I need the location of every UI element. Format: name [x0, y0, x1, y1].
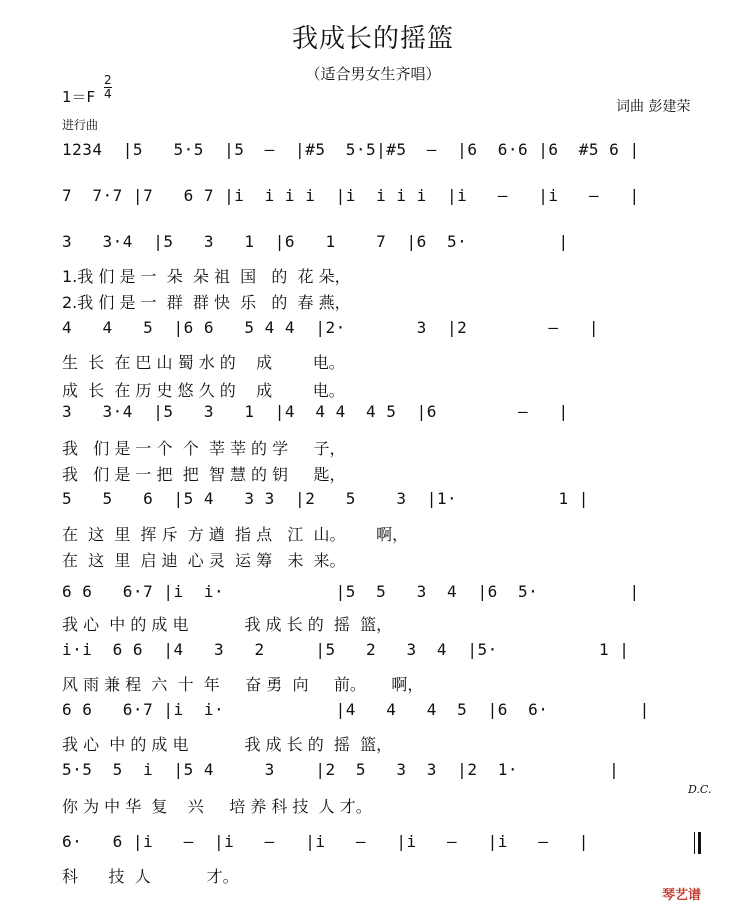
notation-row: 3 3·4 |5 3 1 |4 4 4 4 5 |6 – | — [62, 402, 569, 421]
time-signature-bottom: 4 — [104, 87, 112, 101]
lyric-line: 在 这 里 挥 斥 方 遒 指 点 江 山。 啊， — [62, 525, 409, 544]
final-barline — [694, 832, 695, 854]
time-signature — [104, 74, 112, 101]
composer-credit: 词曲 彭建荣 — [616, 99, 691, 115]
dc-mark: D.C. — [688, 783, 712, 796]
notation-row: i·i 6 6 |4 3 2 |5 2 3 4 |5· 1 | — [62, 640, 630, 659]
lyric-line: 我 们 是 一 个 个 莘 莘 的 学 子， — [62, 439, 346, 458]
time-signature-top: 2 — [104, 73, 112, 87]
subtitle: （适合男女生齐唱） — [305, 65, 441, 83]
lyric-line: 2.我 们 是 一 群 群 快 乐 的 春 燕， — [62, 293, 351, 312]
notation-row: 4 4 5 |6 6 5 4 4 |2· 3 |2 – | — [62, 318, 600, 337]
lyric-line: 在 这 里 启 迪 心 灵 运 筹 未 来。 — [62, 551, 346, 570]
lyric-line: 风 雨 兼 程 六 十 年 奋 勇 向 前。 啊， — [62, 675, 424, 694]
tempo-mark: 进行曲 — [62, 118, 99, 132]
lyric-line: 我 们 是 一 把 把 智 慧 的 钥 匙， — [62, 465, 346, 484]
notation-row: 6 6 6·7 |i i· |5 5 3 4 |6 5· | — [62, 582, 640, 601]
notation-row: 3 3·4 |5 3 1 |6 1 7 |6 5· | — [62, 232, 569, 251]
lyric-line: 科 技 人 才。 — [62, 867, 239, 886]
notation-row: 6· 6 |i – |i – |i – |i – |i – | — [62, 832, 589, 851]
lyric-line: 我 心 中 的 成 电 我 成 长 的 摇 篮， — [62, 735, 393, 754]
lyric-line: 生 长 在 巴 山 蜀 水 的 成 电。 — [62, 353, 345, 372]
notation-row: 1234 |5 5·5 |5 – |#5 5·5|#5 – |6 6·6 |6 #5 6 | — [62, 140, 640, 159]
final-barline — [698, 832, 701, 854]
watermark-logo: 琴艺谱 — [662, 888, 702, 903]
page-title: 我成长的摇篮 — [291, 24, 454, 54]
lyric-line: 1.我 们 是 一 朵 朵 祖 国 的 花 朵， — [62, 267, 351, 286]
lyric-line: 我 心 中 的 成 电 我 成 长 的 摇 篮， — [62, 615, 393, 634]
notation-row: 5·5 5 i |5 4 3 |2 5 3 3 |2 1· | — [62, 760, 620, 779]
notation-row: 5 5 6 |5 4 3 3 |2 5 3 |1· 1 | — [62, 489, 589, 508]
notation-row: 6 6 6·7 |i i· |4 4 4 5 |6 6· | — [62, 700, 650, 719]
key-signature: 1＝F — [62, 88, 96, 106]
lyric-line: 成 长 在 历 史 悠 久 的 成 电。 — [62, 381, 345, 400]
notation-row: 7 7·7 |7 6 7 |i i i i |i i i i |i – |i – | — [62, 186, 640, 205]
lyric-line: 你 为 中 华 复 兴 培 养 科 技 人 才。 — [62, 797, 372, 816]
